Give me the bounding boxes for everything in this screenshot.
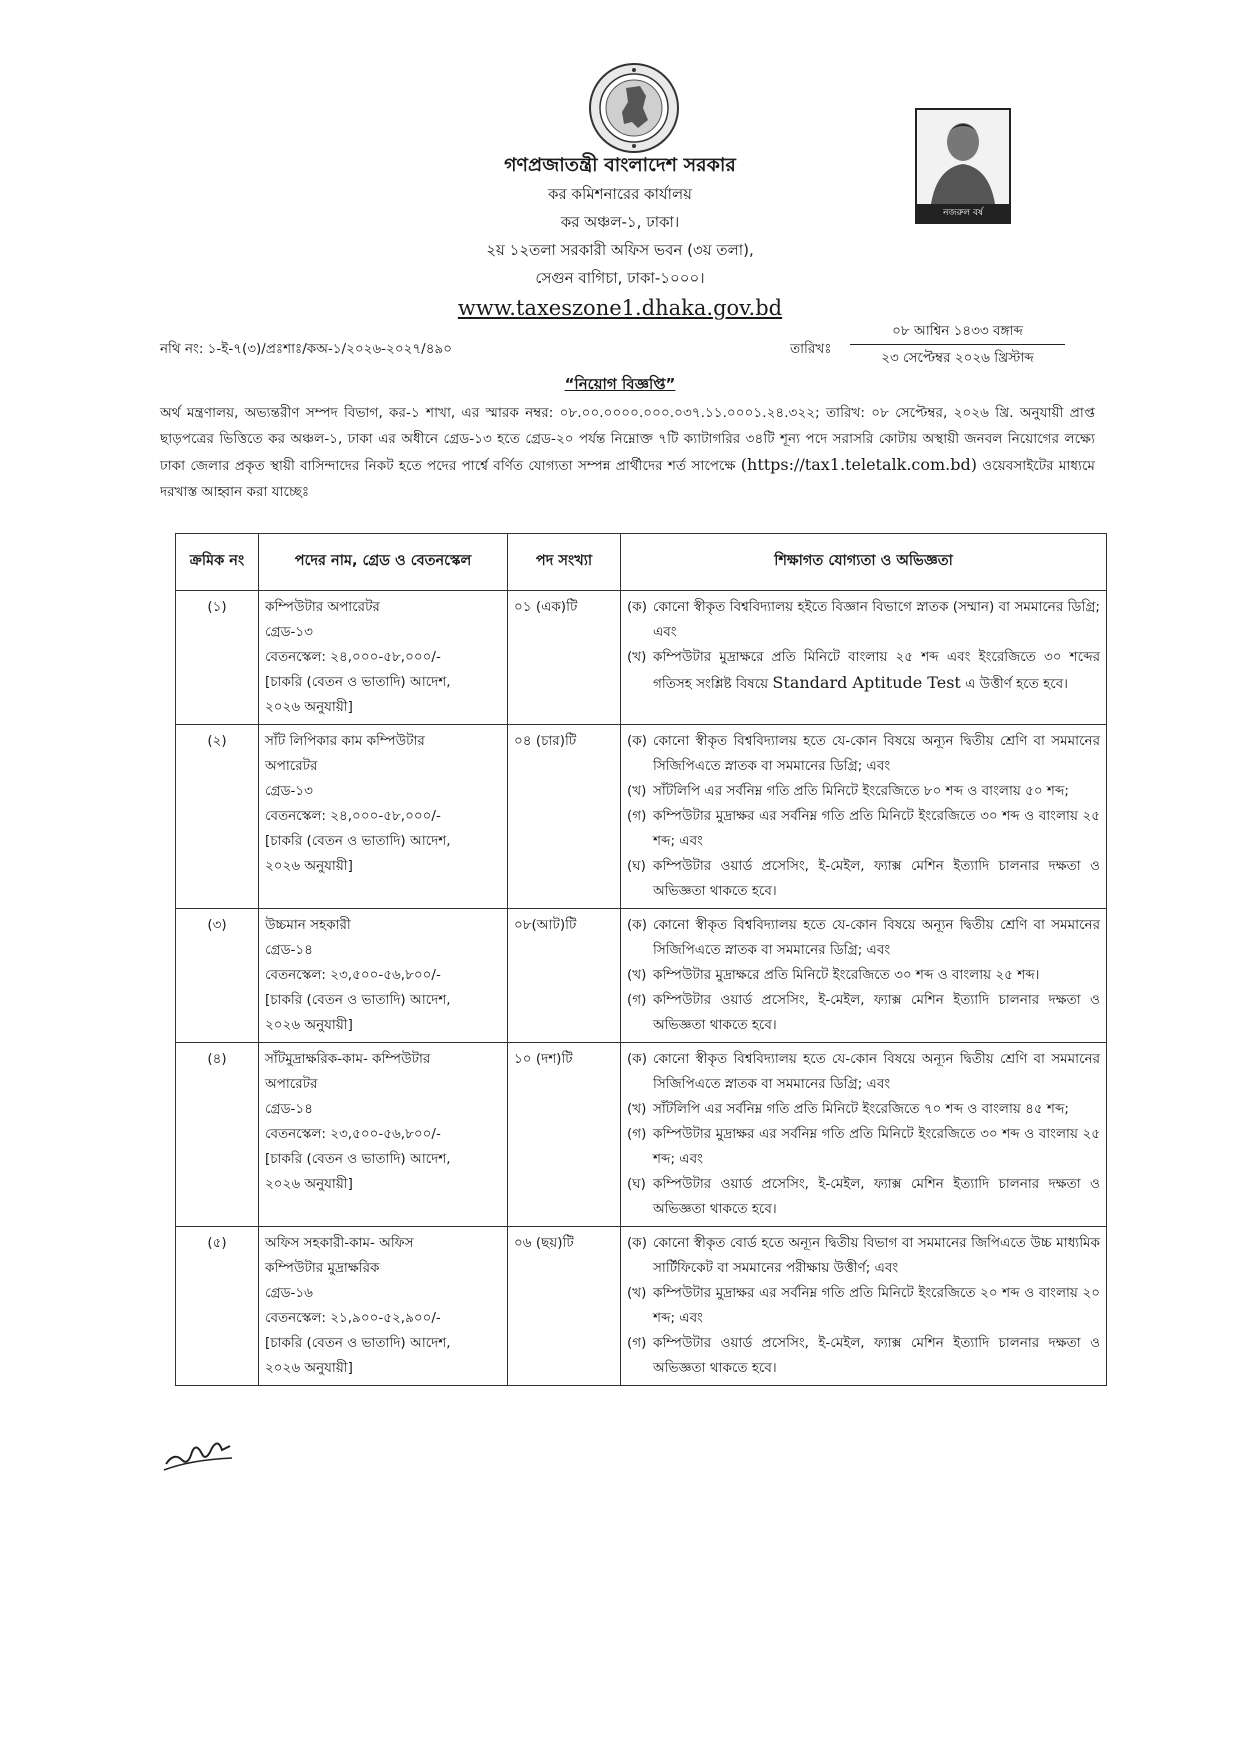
row-count: ০৪ (চার)টি: [508, 725, 621, 909]
date-label: তারিখঃ: [790, 341, 832, 357]
post-line: কম্পিউটার মুদ্রাক্ষরিক: [265, 1260, 380, 1276]
intro-text-2: ওয়েবসাইটের মাধ্যমে দরখাস্ত আহ্বান করা যাচ্ছেঃ: [160, 458, 1095, 500]
table-row: [176, 591, 1107, 725]
qualification-marker: (ক): [627, 917, 647, 933]
qualification-text-main: কম্পিউটার ওয়ার্ড প্রসেসিং, ই-মেইল, ফ্যাক্স মেশিন ইত্যাদি চালনার দক্ষতা ও অভিজ্ঞতা থাকতে হবে।: [653, 1176, 1100, 1217]
qualification-text: [653, 963, 1100, 988]
post-line: উচ্চমান সহকারী: [265, 917, 351, 933]
post-line: গ্রেড-১৩: [265, 783, 313, 799]
row-post: [259, 725, 508, 909]
qualification-item: [627, 729, 1100, 779]
qualification-text: [653, 645, 1100, 697]
qualification-text: [653, 1097, 1100, 1122]
qualification-item: [627, 854, 1100, 904]
post-line: ২০২৬ অনুযায়ী]: [265, 1017, 353, 1033]
post-line: [চাকরি (বেতন ও ভাতাদি) আদেশ,: [265, 674, 451, 690]
intro-text-1: অর্থ মন্ত্রণালয়, অভ্যন্তরীণ সম্পদ বিভাগ, কর-১ শাখা, এর স্মারক নম্বর: ০৮.০০.০০০০.০০০.০৩৭.১১.০০০১.২৪.৩২২; তারিখ: ০৮ সেপ্টেম্বর, ২০২৬ খ্রি. অনুযায়ী প্রাপ্ত ছাড়পত্রের ভিত্তিতে কর অঞ্চল-১, ঢাকা এর অধীনে গ্রেড-১৩ হতে গ্রেড-২০ পর্যন্ত নিম্নোক্ত ৭টি ক্যাটাগরির ৩৪টি শূন্য পদে সরাসরি কোটায় অস্থায়ী জনবল নিয়োগের লক্ষ্যে ঢাকা জেলার প্রকৃত স্থায়ী বাসিন্দাদের নিকট হতে পদের পার্শ্বে বর্ণিত যোগ্যতা সম্পন্ন প্রার্থীদের শর্ত সাপেক্ষে: [160, 405, 1095, 474]
qualification-marker: (গ): [627, 992, 647, 1008]
qualification-text: [653, 1231, 1100, 1281]
qualification-text: [653, 1047, 1100, 1097]
post-line: অফিস সহকারী-কাম- অফিস: [265, 1235, 414, 1251]
post-line: ২০২৬ অনুযায়ী]: [265, 1360, 353, 1376]
date-block: [850, 318, 1065, 371]
post-line: সাঁটমুদ্রাক্ষরিক-কাম- কম্পিউটার: [265, 1051, 431, 1067]
qualification-marker: (গ): [627, 808, 647, 824]
qualification-text: [653, 988, 1100, 1038]
qualification-item: [627, 1097, 1100, 1122]
qualification-marker: (ক): [627, 1051, 647, 1067]
row-post: [259, 591, 508, 725]
application-url-link[interactable]: (https://tax1.teletalk.com.bd): [740, 455, 977, 474]
post-line: বেতনস্কেল: ২৪,০০০-৫৮,০০০/-: [265, 808, 441, 824]
qualification-marker: (খ): [627, 1101, 647, 1117]
row-serial: (৩): [176, 909, 259, 1043]
qualification-text-main: কোনো স্বীকৃত বিশ্ববিদ্যালয় হতে যে-কোন বিষয়ে অন্যূন দ্বিতীয় শ্রেণি বা সমমানের সিজিপিএতে স্নাতক বা সমমানের ডিগ্রি; এবং: [653, 917, 1100, 958]
table-body: [176, 591, 1107, 1386]
qualification-text-main: কম্পিউটার মুদ্রাক্ষর এর সর্বনিম্ন গতি প্রতি মিনিটে ইংরেজিতে ২০ শব্দ ও বাংলায় ২০ শব্দ; এবং: [653, 1285, 1100, 1326]
qualification-marker: (গ): [627, 1126, 647, 1142]
date-english: ২৩ সেপ্টেম্বর ২০২৬ খ্রিস্টাব্দ: [881, 350, 1034, 366]
post-line: বেতনস্কেল: ২১,৯০০-৫২,৯০০/-: [265, 1310, 441, 1326]
qualification-marker: (ঘ): [627, 1176, 646, 1192]
qualification-text-main: কম্পিউটার ওয়ার্ড প্রসেসিং, ই-মেইল, ফ্যাক্স মেশিন ইত্যাদি চালনার দক্ষতা ও অভিজ্ঞতা থাকতে হবে।: [653, 1335, 1100, 1376]
qualification-text-main: কম্পিউটার মুদ্রাক্ষর এর সর্বনিম্ন গতি প্রতি মিনিটে ইংরেজিতে ৩০ শব্দ ও বাংলায় ২৫ শব্দ; এবং: [653, 808, 1100, 849]
post-line: গ্রেড-১৬: [265, 1285, 313, 1301]
qualification-text-main: কোনো স্বীকৃত বিশ্ববিদ্যালয় হতে যে-কোন বিষয়ে অন্যূন দ্বিতীয় শ্রেণি বা সমমানের সিজিপিএতে স্নাতক বা সমমানের ডিগ্রি; এবং: [653, 1051, 1100, 1092]
date-bangla: ০৮ আশ্বিন ১৪৩৩ বঙ্গাব্দ: [850, 318, 1065, 345]
post-line: গ্রেড-১৩: [265, 624, 313, 640]
qualification-text-main: কম্পিউটার মুদ্রাক্ষরে প্রতি মিনিটে বাংলায় ২৫ শব্দ এবং ইংরেজিতে ৩০ শব্দের গতিসহ সংশ্লিষ্ট বিষয়ে: [653, 649, 1100, 692]
header-serial: ক্রমিক নং: [176, 534, 259, 591]
qualification-item: [627, 988, 1100, 1038]
row-serial: (১): [176, 591, 259, 725]
row-count: ০১ (এক)টি: [508, 591, 621, 725]
qualification-marker: (খ): [627, 967, 647, 983]
row-serial: (২): [176, 725, 259, 909]
signature: [160, 1430, 240, 1474]
row-count: ০৬ (ছয়)টি: [508, 1227, 621, 1386]
post-line: ২০২৬ অনুযায়ী]: [265, 858, 353, 874]
row-qualification: [621, 909, 1107, 1043]
row-count: ১০ (দশ)টি: [508, 1043, 621, 1227]
post-line: কম্পিউটার অপারেটর: [265, 599, 380, 615]
row-qualification: [621, 591, 1107, 725]
qualification-text-main: কম্পিউটার মুদ্রাক্ষর এর সর্বনিম্ন গতি প্রতি মিনিটে ইংরেজিতে ৩০ শব্দ ও বাংলায় ২৫ শব্দ; এবং: [653, 1126, 1100, 1167]
post-line: অপারেটর: [265, 1076, 318, 1092]
qualification-text: [653, 595, 1100, 645]
row-count: ০৮(আট)টি: [508, 909, 621, 1043]
row-qualification: [621, 725, 1107, 909]
qualification-text-main: সাঁটলিপি এর সর্বনিম্ন গতি প্রতি মিনিটে ইংরেজিতে ৭০ শব্দ ও বাংলায় ৪৫ শব্দ;: [653, 1101, 1069, 1117]
row-post: [259, 1043, 508, 1227]
qualification-marker: (গ): [627, 1335, 647, 1351]
post-line: [চাকরি (বেতন ও ভাতাদি) আদেশ,: [265, 833, 451, 849]
qualification-item: [627, 1047, 1100, 1097]
qualification-text: [653, 804, 1100, 854]
qualification-item: [627, 913, 1100, 963]
qualification-marker: (ক): [627, 1235, 647, 1251]
row-qualification: [621, 1043, 1107, 1227]
row-serial: (৪): [176, 1043, 259, 1227]
post-line: গ্রেড-১৪: [265, 942, 313, 958]
qualification-text-main: কোনো স্বীকৃত বিশ্ববিদ্যালয় হতে যে-কোন বিষয়ে অন্যূন দ্বিতীয় শ্রেণি বা সমমানের সিজিপিএতে স্নাতক বা সমমানের ডিগ্রি; এবং: [653, 733, 1100, 774]
qualification-text: [653, 854, 1100, 904]
qualification-text: [653, 913, 1100, 963]
row-serial: (৫): [176, 1227, 259, 1386]
office-building: ২য় ১২তলা সরকারী অফিস ভবন (৩য় তলা),: [486, 241, 754, 259]
row-post: [259, 909, 508, 1043]
qualification-item: [627, 645, 1100, 697]
qualification-item: [627, 1281, 1100, 1331]
qualification-text: [653, 1122, 1100, 1172]
office-address: সেগুন বাগিচা, ঢাকা-১০০০।: [535, 269, 705, 287]
notice-title: [0, 373, 1240, 398]
posts-table: [175, 533, 1107, 1386]
government-seal-icon: [588, 62, 680, 154]
office-zone: কর অঞ্চল-১, ঢাকা।: [560, 213, 680, 231]
qualification-item: [627, 595, 1100, 645]
header-qualification: শিক্ষাগত যোগ্যতা ও অভিজ্ঞতা: [621, 534, 1107, 591]
post-line: [চাকরি (বেতন ও ভাতাদি) আদেশ,: [265, 992, 451, 1008]
qualification-text: [653, 1172, 1100, 1222]
office-website-link[interactable]: www.taxeszone1.dhaka.gov.bd: [457, 296, 783, 320]
qualification-item: [627, 963, 1100, 988]
qualification-marker: (ক): [627, 599, 647, 615]
qualification-item: [627, 779, 1100, 804]
qualification-text: [653, 1281, 1100, 1331]
row-post: [259, 1227, 508, 1386]
qualification-marker: (ক): [627, 733, 647, 749]
post-line: [চাকরি (বেতন ও ভাতাদি) আদেশ,: [265, 1151, 451, 1167]
header-count: পদ সংখ্যা: [508, 534, 621, 591]
qualification-test-name: Standard Aptitude Test: [772, 673, 961, 692]
table-row: [176, 725, 1107, 909]
post-line: অপারেটর: [265, 758, 318, 774]
post-line: গ্রেড-১৪: [265, 1101, 313, 1117]
table-row: [176, 1227, 1107, 1386]
memo-number: নথি নং: ১-ই-৭(৩)/প্রঃশাঃ/কঅ-১/২০২৬-২০২৭/৪৯০: [160, 341, 453, 357]
post-line: বেতনস্কেল: ২৩,৫০০-৫৬,৮০০/-: [265, 1126, 441, 1142]
office-header: [0, 150, 1240, 324]
table-header-row: [176, 534, 1107, 591]
qualification-text-tail: এ উত্তীর্ণ হতে হবে।: [960, 676, 1068, 692]
post-line: বেতনস্কেল: ২৪,০০০-৫৮,০০০/-: [265, 649, 441, 665]
qualification-item: [627, 1231, 1100, 1281]
post-line: [চাকরি (বেতন ও ভাতাদি) আদেশ,: [265, 1335, 451, 1351]
qualification-text-main: কম্পিউটার মুদ্রাক্ষরে প্রতি মিনিটে ইংরেজিতে ৩০ শব্দ ও বাংলায় ২৫ শব্দ।: [653, 967, 1040, 983]
office-name: কর কমিশনারের কার্যালয়: [548, 185, 692, 203]
portrait-caption: নজরুল বর্ষ: [917, 204, 1009, 222]
qualification-marker: (খ): [627, 1285, 647, 1301]
qualification-marker: (খ): [627, 783, 647, 799]
qualification-text: [653, 729, 1100, 779]
qualification-item: [627, 1331, 1100, 1381]
header-post: পদের নাম, গ্রেড ও বেতনস্কেল: [259, 534, 508, 591]
qualification-text: [653, 1331, 1100, 1381]
post-line: সাঁট লিপিকার কাম কম্পিউটার: [265, 733, 425, 749]
qualification-text: [653, 779, 1100, 804]
notice-title-text: “নিয়োগ বিজ্ঞপ্তি”: [564, 375, 676, 393]
qualification-text-main: কম্পিউটার ওয়ার্ড প্রসেসিং, ই-মেইল, ফ্যাক্স মেশিন ইত্যাদি চালনার দক্ষতা ও অভিজ্ঞতা থাকতে হবে।: [653, 992, 1100, 1033]
table-row: [176, 909, 1107, 1043]
qualification-marker: (ঘ): [627, 858, 646, 874]
table-row: [176, 1043, 1107, 1227]
government-name: গণপ্রজাতন্ত্রী বাংলাদেশ সরকার: [504, 154, 736, 176]
qualification-item: [627, 1172, 1100, 1222]
qualification-text-main: সাঁটলিপি এর সর্বনিম্ন গতি প্রতি মিনিটে ইংরেজিতে ৮০ শব্দ ও বাংলায় ৫০ শব্দ;: [653, 783, 1069, 799]
post-line: বেতনস্কেল: ২৩,৫০০-৫৬,৮০০/-: [265, 967, 441, 983]
qualification-text-main: কম্পিউটার ওয়ার্ড প্রসেসিং, ই-মেইল, ফ্যাক্স মেশিন ইত্যাদি চালনার দক্ষতা ও অভিজ্ঞতা থাকতে হবে।: [653, 858, 1100, 899]
qualification-text-main: কোনো স্বীকৃত বিশ্ববিদ্যালয় হইতে বিজ্ঞান বিভাগে স্নাতক (সম্মান) বা সমমানের ডিগ্রি; এবং: [653, 599, 1100, 640]
qualification-item: [627, 804, 1100, 854]
row-qualification: [621, 1227, 1107, 1386]
post-line: ২০২৬ অনুযায়ী]: [265, 699, 353, 715]
qualification-item: [627, 1122, 1100, 1172]
post-line: ২০২৬ অনুযায়ী]: [265, 1176, 353, 1192]
qualification-text-main: কোনো স্বীকৃত বোর্ড হতে অন্যূন দ্বিতীয় বিভাগ বা সমমানের জিপিএতে উচ্চ মাধ্যমিক সার্টিফিকেট বা সমমানের পরীক্ষায় উত্তীর্ণ; এবং: [653, 1235, 1100, 1276]
qualification-marker: (খ): [627, 649, 647, 665]
notice-intro: [160, 400, 1095, 505]
